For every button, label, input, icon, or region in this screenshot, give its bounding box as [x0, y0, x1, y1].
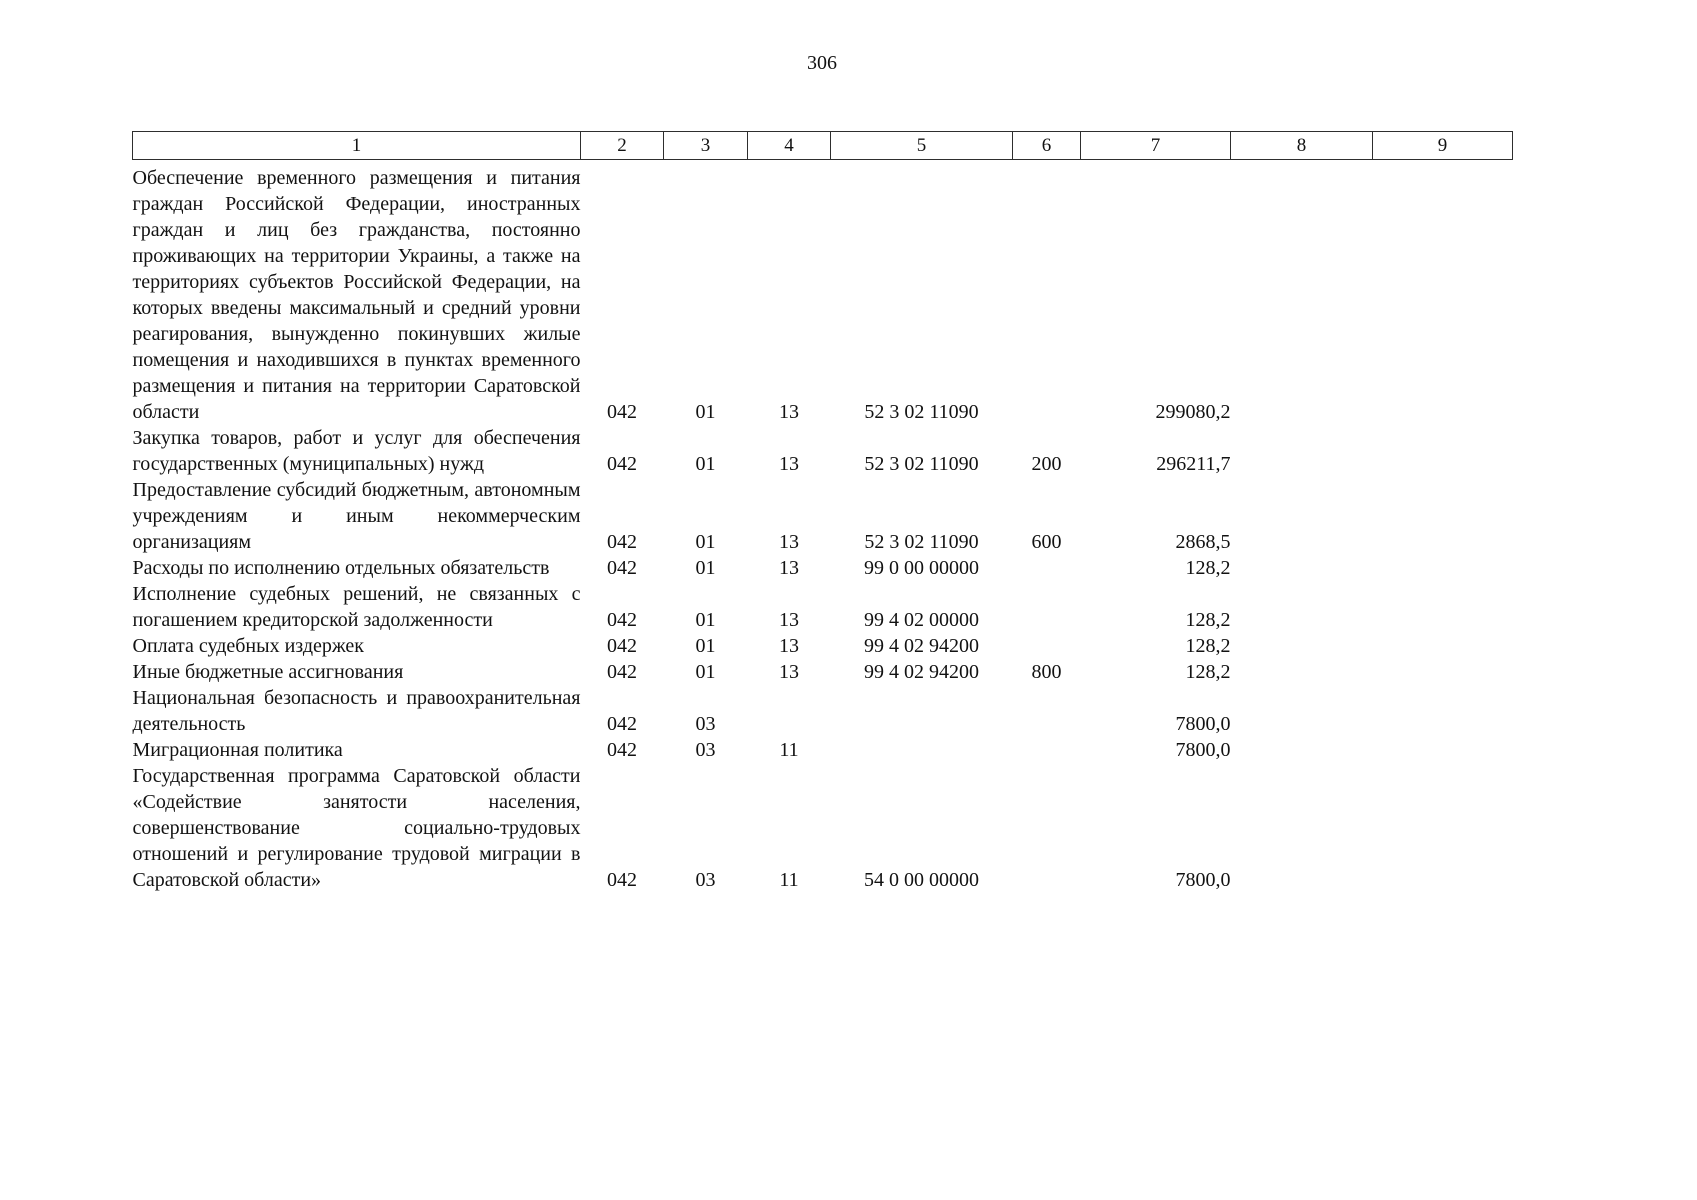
- cell-col3: 01: [695, 401, 716, 423]
- cell-col8: [1231, 763, 1373, 893]
- cell-col9: [1373, 685, 1513, 737]
- cell-col4: [748, 685, 831, 737]
- row-name: Оплата судебных издержек: [132, 635, 365, 657]
- cell-col7: 128,2: [1185, 635, 1231, 657]
- cell-col3: 01: [695, 609, 716, 631]
- cell-col8: [1231, 477, 1373, 555]
- header-col-3: 3: [664, 132, 748, 160]
- cell-col2: 042: [607, 713, 637, 735]
- cell-col3: 03: [695, 869, 716, 891]
- row-name: Исполнение судебных решений, не связанных с погашением кредиторской задолженности: [132, 583, 581, 631]
- cell-col6: 800: [1031, 661, 1062, 683]
- cell-col6: [1013, 685, 1081, 737]
- table-row: [133, 633, 1513, 659]
- cell-col4: 13: [779, 557, 799, 579]
- cell-col2: 042: [607, 869, 637, 891]
- row-name: Обеспечение временного размещения и питания граждан Российской Федерации, иностранных граждан и лиц без гражданства, постоянно проживающих на территории Украины, а также на территориях субъектов Российской Федерации, на которых введены максимальный и средний уровни реагирования, вынужденно покинувших жилые помещения и находившихся в пунктах временного размещения и питания на территории Саратовской области: [132, 167, 581, 423]
- cell-col3: 01: [695, 531, 716, 553]
- cell-col8: [1231, 633, 1373, 659]
- table-row: [133, 659, 1513, 685]
- cell-col7: 7800,0: [1175, 739, 1231, 761]
- cell-col9: [1373, 555, 1513, 581]
- cell-col2: 042: [607, 661, 637, 683]
- cell-col9: [1373, 425, 1513, 477]
- cell-col4: 11: [779, 869, 799, 891]
- cell-col5: [831, 685, 1013, 737]
- cell-col9: [1373, 659, 1513, 685]
- table-row: [133, 685, 1513, 737]
- table-row: [133, 737, 1513, 763]
- cell-col4: 13: [779, 609, 799, 631]
- cell-col8: [1231, 659, 1373, 685]
- cell-col6: 600: [1031, 531, 1062, 553]
- header-col-7: 7: [1081, 132, 1231, 160]
- table-header-row: [133, 132, 1513, 160]
- header-col-9: 9: [1373, 132, 1513, 160]
- header-col-4: 4: [748, 132, 831, 160]
- cell-col7: 299080,2: [1155, 401, 1231, 423]
- cell-col5: 99 0 00 00000: [864, 557, 979, 579]
- header-col-6: 6: [1013, 132, 1081, 160]
- cell-col4: 13: [779, 531, 799, 553]
- cell-col5: 99 4 02 00000: [864, 609, 979, 631]
- cell-col2: 042: [607, 401, 637, 423]
- cell-col8: [1231, 737, 1373, 763]
- row-name: Закупка товаров, работ и услуг для обеспечения государственных (муниципальных) нужд: [132, 427, 581, 475]
- cell-col3: 03: [695, 739, 716, 761]
- cell-col5: 99 4 02 94200: [864, 661, 979, 683]
- cell-col2: 042: [607, 557, 637, 579]
- row-name: Предоставление субсидий бюджетным, автономным учреждениям и иным некоммерческим организациям: [132, 479, 581, 553]
- cell-col2: 042: [607, 739, 637, 761]
- table-row: [133, 425, 1513, 477]
- cell-col3: 01: [695, 453, 716, 475]
- header-col-1: 1: [133, 132, 581, 160]
- table-row: [133, 581, 1513, 633]
- cell-col2: 042: [607, 453, 637, 475]
- cell-col5: 52 3 02 11090: [864, 453, 979, 475]
- cell-col7: 128,2: [1185, 557, 1231, 579]
- table-row: [133, 160, 1513, 426]
- cell-col8: [1231, 555, 1373, 581]
- cell-col7: 2868,5: [1175, 531, 1231, 553]
- row-name: Расходы по исполнению отдельных обязательств: [132, 557, 550, 579]
- cell-col6: [1013, 160, 1081, 426]
- header-col-2: 2: [581, 132, 664, 160]
- cell-col3: 03: [695, 713, 716, 735]
- cell-col7: 128,2: [1185, 609, 1231, 631]
- cell-col8: [1231, 160, 1373, 426]
- cell-col7: 7800,0: [1175, 713, 1231, 735]
- row-name: Государственная программа Саратовской области «Содействие занятости населения, совершенствование социально-трудовых отношений и регулирование трудовой миграции в Саратовской области»: [132, 765, 581, 891]
- table-row: [133, 477, 1513, 555]
- cell-col3: 01: [695, 661, 716, 683]
- cell-col6: [1013, 763, 1081, 893]
- row-name: Миграционная политика: [132, 739, 343, 761]
- cell-col8: [1231, 685, 1373, 737]
- cell-col6: 200: [1031, 453, 1062, 475]
- budget-table: [132, 131, 1513, 893]
- cell-col3: 01: [695, 635, 716, 657]
- cell-col6: [1013, 737, 1081, 763]
- row-name: Иные бюджетные ассигнования: [132, 661, 404, 683]
- cell-col4: 13: [779, 635, 799, 657]
- cell-col9: [1373, 160, 1513, 426]
- table-row: [133, 555, 1513, 581]
- document-page: [132, 0, 1512, 893]
- cell-col5: [831, 737, 1013, 763]
- page-number: 306: [807, 52, 837, 74]
- cell-col9: [1373, 737, 1513, 763]
- cell-col6: [1013, 555, 1081, 581]
- row-name: Национальная безопасность и правоохранительная деятельность: [132, 687, 581, 735]
- cell-col2: 042: [607, 635, 637, 657]
- cell-col7: 7800,0: [1175, 869, 1231, 891]
- cell-col9: [1373, 581, 1513, 633]
- cell-col5: 54 0 00 00000: [864, 869, 979, 891]
- cell-col9: [1373, 633, 1513, 659]
- cell-col5: 99 4 02 94200: [864, 635, 979, 657]
- cell-col4: 13: [779, 401, 799, 423]
- cell-col2: 042: [607, 609, 637, 631]
- cell-col8: [1231, 425, 1373, 477]
- header-col-5: 5: [831, 132, 1013, 160]
- cell-col6: [1013, 633, 1081, 659]
- cell-col4: 13: [779, 661, 799, 683]
- cell-col6: [1013, 581, 1081, 633]
- cell-col7: 128,2: [1185, 661, 1231, 683]
- cell-col4: 13: [779, 453, 799, 475]
- cell-col3: 01: [695, 557, 716, 579]
- cell-col4: 11: [779, 739, 799, 761]
- cell-col9: [1373, 763, 1513, 893]
- table-row: [133, 763, 1513, 893]
- cell-col5: 52 3 02 11090: [864, 531, 979, 553]
- cell-col9: [1373, 477, 1513, 555]
- cell-col8: [1231, 581, 1373, 633]
- cell-col5: 52 3 02 11090: [864, 401, 979, 423]
- header-col-8: 8: [1231, 132, 1373, 160]
- cell-col7: 296211,7: [1156, 453, 1231, 475]
- cell-col2: 042: [607, 531, 637, 553]
